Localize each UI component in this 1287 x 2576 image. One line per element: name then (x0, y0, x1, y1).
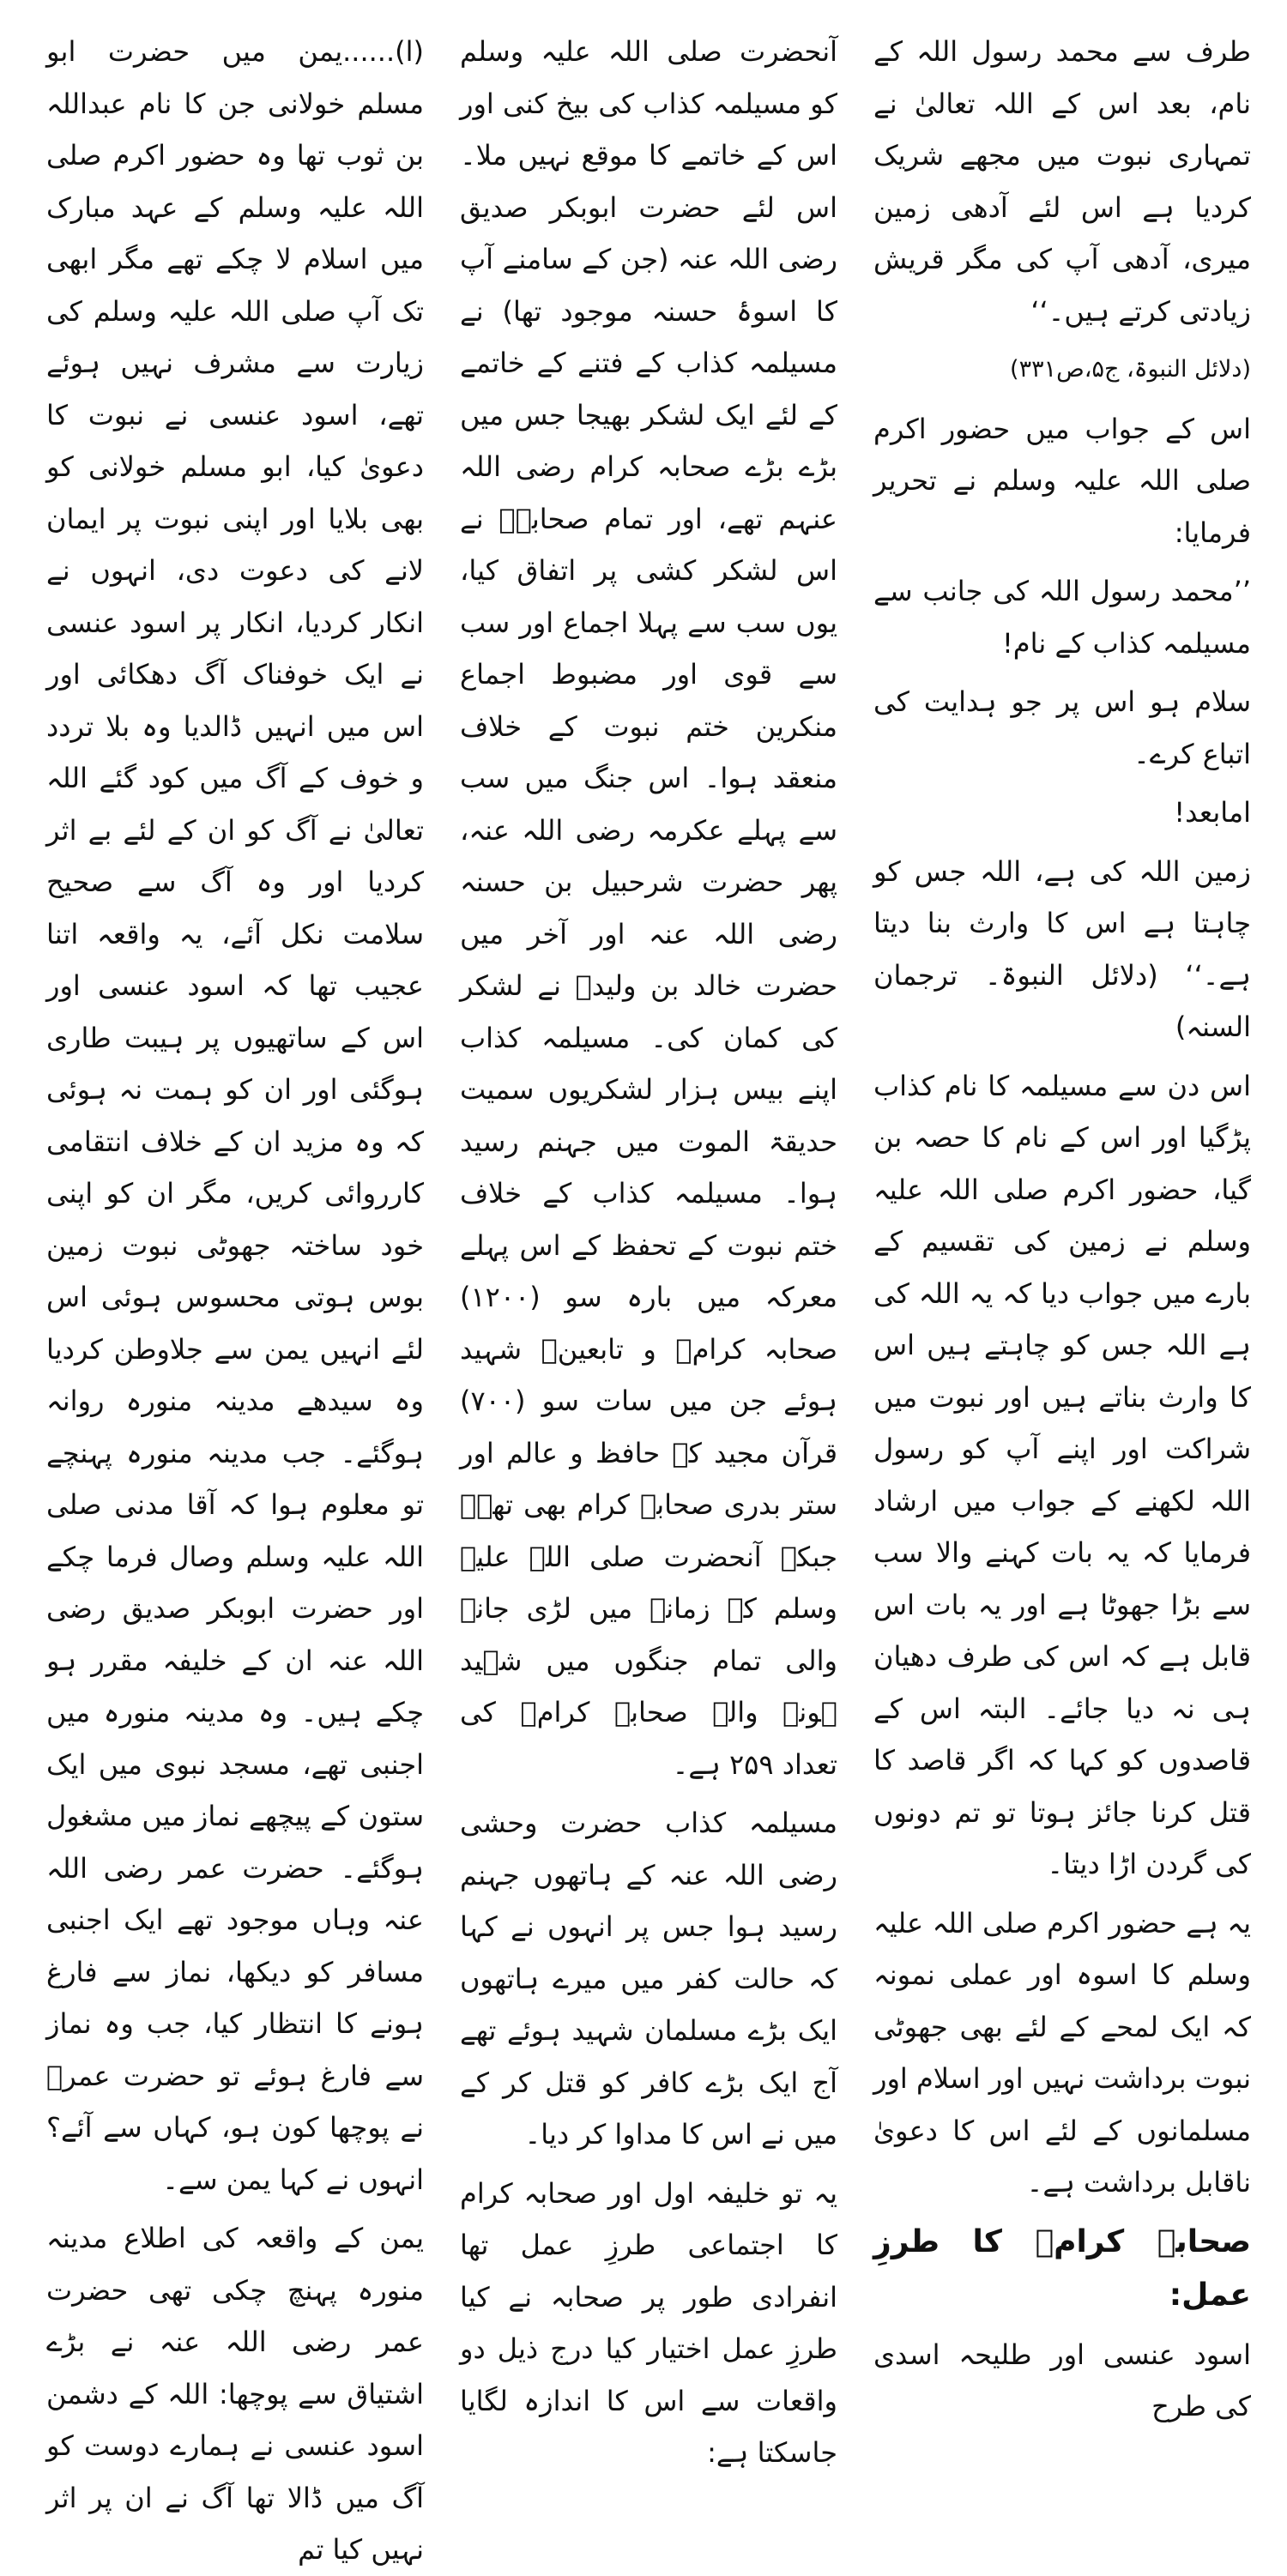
paragraph: اس دن سے مسیلمہ کا نام کذاب پڑگیا اور اس کے نام کا حصہ بن گیا، حضور اکرم صلی اللہ علیہ وسلم نے زمین کی تقسیم کے بارے میں جواب دیا کہ یہ اللہ کی ہے اللہ جس کو چاہتے ہیں اس کا وارث بناتے ہیں اور نبوت میں شراکت اور اپنے آپ کو رسول اللہ لکھنے کے جواب میں ارشاد فرمایا کہ یہ بات کہنے والا سب سے بڑا جھوٹا ہے اور یہ بات اس قابل ہے کہ اس کی طرف دھیان ہی نہ دیا جائے۔ البتہ اس کے قاصدوں کو کہا کہ اگر قاصد کا قتل کرنا جائز ہوتا تو تم دونوں کی گردن اڑا دیتا۔ (873, 1069, 1251, 1880)
paragraph: مسیلمہ کذاب حضرت وحشی رضی اللہ عنہ کے ہاتھوں جہنم رسید ہوا جس پر انہوں نے کہا کہ حالت کفر میں میرے ہاتھوں ایک بڑے مسلمان شہید ہوئے تھے آج ایک بڑے کافر کو قتل کر کے میں نے اس کا مداوا کر دیا۔ (460, 1807, 837, 2151)
column-right (860, 26, 1265, 2422)
paragraph: ’’محمد رسول اللہ کی جانب سے مسیلمہ کذاب کے نام! (873, 575, 1251, 660)
paragraph: طرف سے محمد رسول اللہ کے نام، بعد اس کے اللہ تعالیٰ نے تمہاری نبوت میں مجھے شریک کردیا ہے اس لئے آدھی زمین میری، آدھی آپ کی مگر قریش زیادتی کرتے ہیں۔‘‘ (873, 35, 1251, 328)
citation: (دلائل النبوۃ، ج۵،ص۳۳۱) (1010, 356, 1251, 383)
paragraph: زمین اللہ کی ہے، اللہ جس کو چاہتا ہے اس کا وارث بنا دیتا ہے۔‘‘ (دلائل النبوۃ۔ ترجمان السنہ) (873, 854, 1251, 1043)
paragraph: اس کے جواب میں حضور اکرم صلی اللہ علیہ وسلم نے تحریر فرمایا: (873, 412, 1251, 549)
column-gutter (438, 26, 446, 1870)
paragraph: یہ تو خلیفہ اول اور صحابہ کرام کا اجتماعی طرزِ عمل تھا انفرادی طور پر صحابہ نے کیا طرزِ عمل اختیار کیا درج ذیل دو واقعات سے اس کا اندازہ لگایا جاسکتا ہے: (460, 2176, 837, 2469)
column-left (33, 26, 438, 2566)
paragraph: اسود عنسی اور طلیحہ اسدی کی طرح (873, 2338, 1251, 2422)
paragraph: یہ ہے حضور اکرم صلی اللہ علیہ وسلم کا اسوہ اور عملی نمونہ کہ ایک لمحے کے لئے بھی جھوٹی نبوت برداشت نہیں اور اسلام اور مسلمانوں کے لئے اس کا دعویٰ ناقابل برداشت ہے۔ (873, 1906, 1251, 2199)
paragraph: آنحضرت صلی اللہ علیہ وسلم کو مسیلمہ کذاب کی بیخ کنی اور اس کے خاتمے کا موقع نہیں ملا۔ اس لئے حضرت ابوبکر صدیق رضی اللہ عنہ (جن کے سامنے آپ کا اسوۂ حسنہ موجود تھا) نے مسیلمہ کذاب کے فتنے کے خاتمے کے لئے ایک لشکر بھیجا جس میں بڑے بڑے صحابہ کرام رضی اللہ عنہم تھے، اور تمام صحابہؓ نے اس لشکر کشی پر اتفاق کیا، یوں سب سے پہلا اجماع اور سب سے قوی اور مضبوط اجماع منکرین ختم نبوت کے خلاف منعقد ہوا۔ اس جنگ میں سب سے پہلے عکرمہ رضی اللہ عنہ، پھر حضرت شرحبیل بن حسنہ رضی اللہ عنہ اور آخر میں حضرت خالد بن ولیدؓ نے لشکر کی کمان کی۔ مسیلمہ کذاب اپنے بیس ہزار لشکریوں سمیت حدیقۃ الموت میں جہنم رسید ہوا۔ مسیلمہ کذاب کے خلاف ختم نبوت کے تحفظ کے اس پہلے معرکہ میں بارہ سو (۱۲۰۰) صحابہ کرامؓ و تابعینؒ شہید ہوئے جن میں سات سو (۷۰۰) قرآن مجید کے حافظ و عالم اور ستر بدری صحابہ کرام بھی تھے۔ جبکہ آنحضرت صلی اللہ علیہ وسلم کے زمانہ میں لڑی جانے والی تمام جنگوں میں شہید ہونے والے صحابہ کرامؓ کی تعداد ۲۵۹ ہے۔ (460, 35, 837, 1781)
section-heading: صحابہ کرامؓ کا طرزِ عمل: (873, 2223, 1251, 2313)
paragraph: (ا)......یمن میں حضرت ابو مسلم خولانی جن کا نام عبداللہ بن ثوب تھا وہ حضور اکرم صلی اللہ علیہ وسلم کے عہد مبارک میں اسلام لا چکے تھے مگر ابھی تک آپ صلی اللہ علیہ وسلم کی زیارت سے مشرف نہیں ہوئے تھے، اسود عنسی نے نبوت کا دعویٰ کیا، ابو مسلم خولانی کو بھی بلایا اور اپنی نبوت پر ایمان لانے کی دعوت دی، انہوں نے انکار کردیا، انکار پر اسود عنسی نے ایک خوفناک آگ دھکائی اور اس میں انہیں ڈالدیا وہ بلا تردد و خوف کے آگ میں کود گئے اللہ تعالیٰ نے آگ کو ان کے لئے بے اثر کردیا اور وہ آگ سے صحیح سلامت نکل آئے، یہ واقعہ اتنا عجیب تھا کہ اسود عنسی اور اس کے ساتھیوں پر ہیبت طاری ہوگئی اور ان کو ہمت نہ ہوئی کہ وہ مزید ان کے خلاف انتقامی کارروائی کریں، مگر ان کو اپنی خود ساختہ جھوٹی نبوت زمین بوس ہوتی محسوس ہوئی اس لئے انہیں یمن سے جلاوطن کردیا وہ سیدھے مدینہ منورہ روانہ ہوگئے۔ جب مدینہ منورہ پہنچے تو معلوم ہوا کہ آقا مدنی صلی اللہ علیہ وسلم وصال فرما چکے اور حضرت ابوبکر صدیق رضی اللہ عنہ ان کے خلیفہ مقرر ہو چکے ہیں۔ وہ مدینہ منورہ میں اجنبی تھے، مسجد نبوی میں ایک ستون کے پیچھے نماز میں مشغول ہوگئے۔ حضرت عمر رضی اللہ عنہ وہاں موجود تھے ایک اجنبی مسافر کو دیکھا، نماز سے فارغ ہونے کا انتظار کیا، جب وہ نماز سے فارغ ہوئے تو حضرت عمرؓ نے پوچھا کون ہو، کہاں سے آئے؟ انہوں نے کہا یمن سے۔ (46, 35, 424, 2196)
paragraph: یمن کے واقعہ کی اطلاع مدینہ منورہ پہنچ چکی تھی حضرت عمر رضی اللہ عنہ نے بڑے اشتیاق سے پوچھا: اللہ کے دشمن اسود عنسی نے ہمارے دوست کو آگ میں ڈالا تھا آگ نے ان پر اثر نہیں کیا تم (46, 2222, 424, 2566)
paragraph: امابعد! (1174, 796, 1251, 829)
paragraph: سلام ہو اس پر جو ہدایت کی اتباع کرے۔ (873, 685, 1251, 770)
column-gutter (851, 26, 860, 1870)
column-middle (446, 26, 851, 2469)
